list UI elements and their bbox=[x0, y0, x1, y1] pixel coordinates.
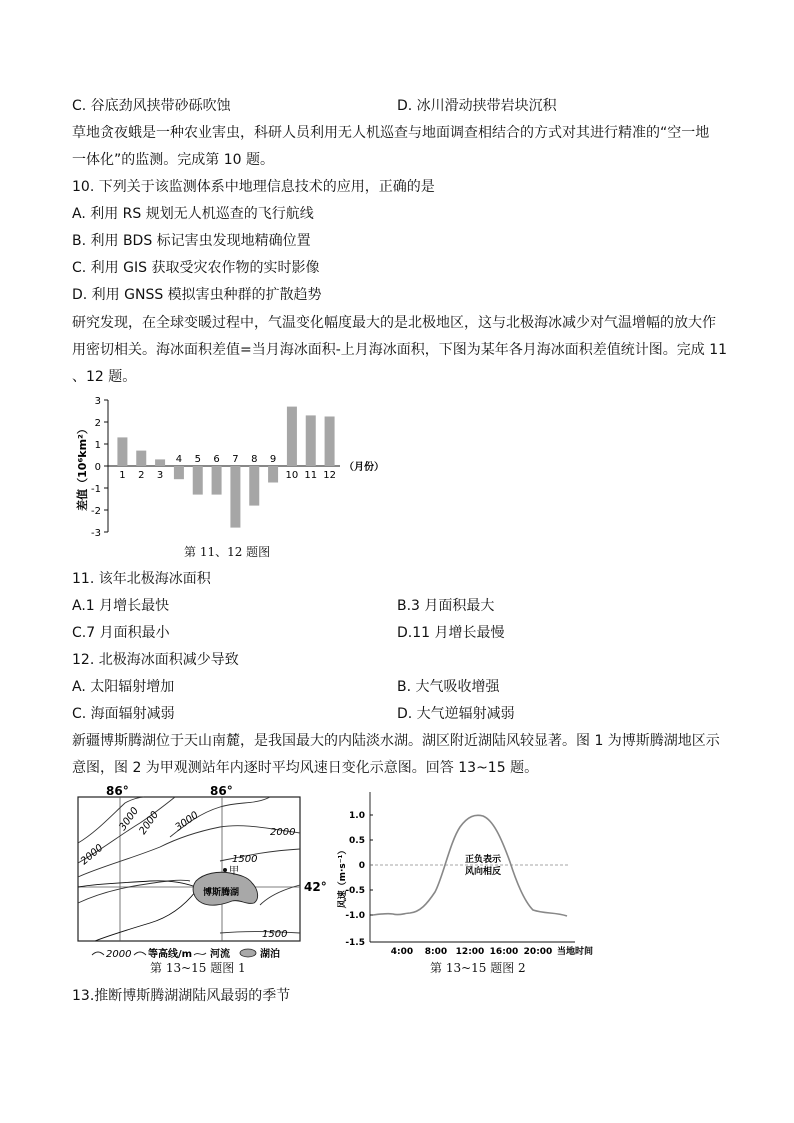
question-11-option-c: C.7 月面积最小 bbox=[72, 625, 170, 641]
bar-month-10 bbox=[287, 407, 297, 466]
x-tick-label: 8 bbox=[251, 454, 258, 465]
legend-river-label: 河流 bbox=[210, 949, 230, 960]
question-11-option-a: A.1 月增长最快 bbox=[72, 598, 170, 614]
contour-label: 2000 bbox=[78, 842, 106, 868]
x-tick-label: 11 bbox=[304, 470, 318, 481]
station-jia-label: 甲 bbox=[229, 866, 239, 877]
question-12-option-a: A. 太阳辐射增加 bbox=[72, 679, 175, 695]
y-tick-label: -0.5 bbox=[345, 886, 365, 896]
y-tick-label: 1.0 bbox=[349, 811, 365, 821]
y-tick-label: -2 bbox=[91, 506, 101, 517]
y-tick-label: 0 bbox=[358, 861, 365, 871]
wind-speed-curve bbox=[373, 815, 567, 916]
question-12-stem: 12. 北极海冰面积减少导致 bbox=[72, 652, 239, 668]
x-axis-title: 当地时间 bbox=[556, 947, 594, 957]
x-tick-label: 10 bbox=[285, 470, 299, 481]
bar-month-6 bbox=[212, 466, 222, 495]
question-10-stem: 10. 下列关于该监测体系中地理信息技术的应用，正确的是 bbox=[72, 179, 435, 195]
contour-label: 2000 bbox=[270, 827, 296, 838]
intro-13-line-2: 意图，图 2 为甲观测站年内逐时平均风速日变化示意图。回答 13~15 题。 bbox=[72, 760, 539, 776]
intro-11-line-3: 、12 题。 bbox=[72, 369, 137, 385]
question-10-option-b: B. 利用 BDS 标记害虫发现地精确位置 bbox=[72, 233, 311, 249]
legend-contour-icon bbox=[92, 952, 104, 955]
q9-option-c: C. 谷底劲风挟带砂砾吹蚀 bbox=[72, 98, 231, 114]
intro-13-line-1: 新疆博斯腾湖位于天山南麓，是我国最大的内陆淡水湖。湖区附近湖陆风较显著。图 1 为博斯腾湖地区示 bbox=[72, 733, 720, 749]
map-caption: 第 13~15 题图 1 bbox=[150, 961, 246, 975]
question-13-stem: 13.推断博斯腾湖湖陆风最弱的季节 bbox=[72, 988, 291, 1004]
x-tick-label: 7 bbox=[232, 454, 239, 465]
sea-ice-diff-chart bbox=[72, 392, 402, 562]
x-tick-label: 4:00 bbox=[390, 947, 414, 957]
lat-label: 42° bbox=[304, 880, 327, 894]
intro-11-line-2: 用密切相关。海冰面积差值=当月海冰面积-上月海冰面积，下图为某年各月海冰面积差值统计图。完成 11 bbox=[72, 342, 728, 358]
bar-month-4 bbox=[174, 466, 184, 479]
x-tick-label: 5 bbox=[194, 454, 201, 465]
y-tick-label: 3 bbox=[94, 396, 101, 407]
x-tick-label: 3 bbox=[156, 470, 164, 481]
question-11-option-b: B.3 月面积最大 bbox=[397, 598, 495, 614]
bar-month-7 bbox=[230, 466, 240, 528]
intro-10-line-1: 草地贪夜蛾是一种农业害虫，科研人员利用无人机巡查与地面调查相结合的方式对其进行精准的“空一地 bbox=[72, 125, 710, 141]
y-axis-title: 风速（m·s⁻¹） bbox=[338, 845, 348, 909]
y-tick-label: 1 bbox=[94, 440, 101, 451]
y-tick-label: -1 bbox=[91, 484, 101, 495]
chart-caption: 第 11、12 题图 bbox=[184, 545, 271, 559]
legend-contour-value: 2000 bbox=[106, 949, 132, 960]
legend-river-icon bbox=[194, 953, 206, 955]
bar-month-3 bbox=[155, 459, 165, 466]
wind-chart-caption: 第 13~15 题图 2 bbox=[430, 961, 526, 975]
y-tick-label: 0 bbox=[94, 462, 101, 473]
x-tick-label: 2 bbox=[138, 470, 145, 481]
contour-label: 2000 bbox=[137, 809, 162, 837]
y-tick-label: -1.0 bbox=[345, 911, 365, 921]
bar-month-5 bbox=[193, 466, 203, 495]
x-tick-label: 6 bbox=[213, 454, 220, 465]
x-tick-label: 8:00 bbox=[424, 947, 448, 957]
contour-label: 3000 bbox=[173, 809, 201, 834]
y-tick-label: -3 bbox=[91, 528, 101, 539]
x-tick-label: 9 bbox=[269, 454, 277, 465]
bar-month-2 bbox=[136, 451, 146, 466]
sign-note-line-1: 正负表示 bbox=[464, 855, 502, 865]
legend-contour-label: 等高线/m bbox=[148, 949, 193, 960]
bar-month-8 bbox=[249, 466, 259, 506]
x-tick-label: 16:00 bbox=[489, 947, 519, 957]
x-tick-label: 12:00 bbox=[455, 947, 485, 957]
question-11-option-d: D.11 月增长最慢 bbox=[397, 625, 505, 641]
contour-label: 3000 bbox=[117, 805, 142, 833]
y-tick-label: 0.5 bbox=[349, 836, 365, 846]
x-tick-label: 20:00 bbox=[523, 947, 553, 957]
legend-lake-icon bbox=[240, 949, 256, 957]
x-tick-label: 4 bbox=[175, 454, 183, 465]
question-12-option-b: B. 大气吸收增强 bbox=[397, 679, 500, 695]
y-tick-label: 2 bbox=[94, 418, 101, 429]
x-tick-label: 12 bbox=[323, 470, 336, 481]
legend-lake-label: 湖泊 bbox=[260, 949, 280, 960]
bosten-lake-map bbox=[70, 785, 340, 975]
bar-month-9 bbox=[268, 466, 278, 483]
intro-11-line-1: 研究发现，在全球变暖过程中，气温变化幅度最大的是北极地区，这与北极海冰减少对气温增幅的放大作 bbox=[72, 315, 716, 331]
bar-month-1 bbox=[117, 437, 127, 466]
bar-month-11 bbox=[306, 415, 316, 466]
y-tick-label: -1.5 bbox=[345, 938, 365, 948]
lon-label-right: 86° bbox=[210, 785, 233, 798]
lon-label-left: 86° bbox=[106, 785, 129, 798]
question-10-option-c: C. 利用 GIS 获取受灾农作物的实时影像 bbox=[72, 260, 320, 276]
y-axis-title: 差值（10⁶km²） bbox=[76, 423, 89, 511]
question-12-option-d: D. 大气逆辐射减弱 bbox=[397, 706, 515, 722]
question-10-option-d: D. 利用 GNSS 模拟害虫种群的扩散趋势 bbox=[72, 287, 322, 303]
contour-label: 1500 bbox=[262, 929, 288, 940]
x-tick-label: 1 bbox=[119, 470, 126, 481]
q9-option-d: D. 冰川滑动挟带岩块沉积 bbox=[397, 98, 557, 114]
lake-name-label: 博斯腾湖 bbox=[203, 888, 240, 898]
wind-speed-chart bbox=[335, 782, 610, 962]
sign-note-line-2: 风向相反 bbox=[464, 867, 502, 877]
legend-contour-icon bbox=[134, 952, 146, 955]
contour-label: 1500 bbox=[232, 854, 258, 865]
x-axis-title: （月份） bbox=[344, 462, 384, 473]
question-11-stem: 11. 该年北极海冰面积 bbox=[72, 571, 211, 587]
question-12-option-c: C. 海面辐射减弱 bbox=[72, 706, 175, 722]
bar-month-12 bbox=[325, 417, 335, 467]
question-10-option-a: A. 利用 RS 规划无人机巡查的飞行航线 bbox=[72, 206, 314, 222]
intro-10-line-2: 一体化”的监测。完成第 10 题。 bbox=[72, 152, 274, 168]
station-jia-marker bbox=[223, 868, 227, 872]
